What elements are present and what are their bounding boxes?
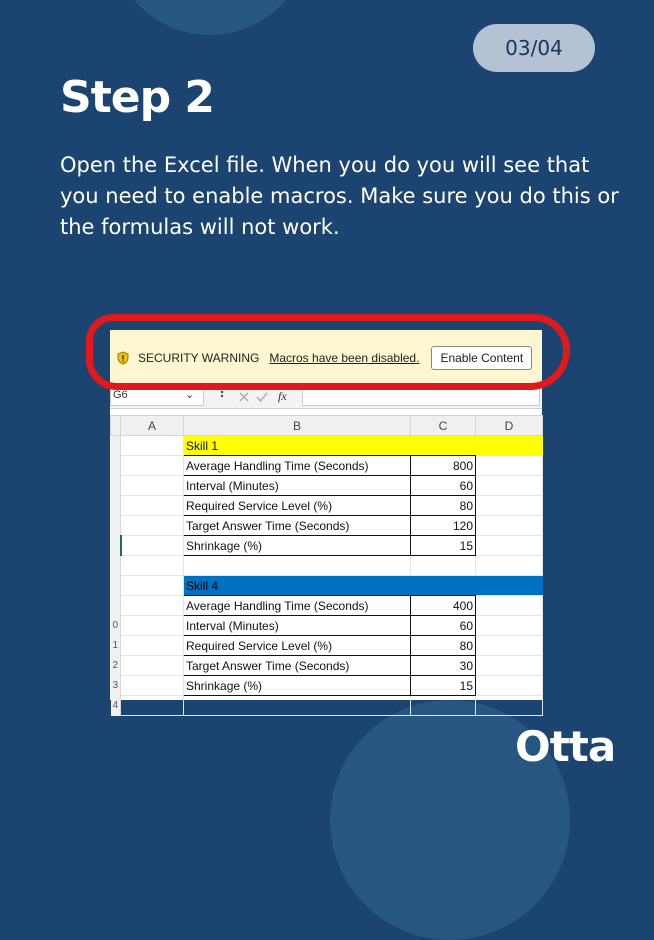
cell-value[interactable]: 400 bbox=[411, 596, 476, 616]
column-header-c[interactable]: C bbox=[411, 416, 476, 436]
cell-value[interactable]: 15 bbox=[411, 676, 476, 696]
cell-label[interactable]: Interval (Minutes) bbox=[184, 476, 411, 496]
cell-label[interactable]: Average Handling Time (Seconds) bbox=[184, 456, 411, 476]
name-box[interactable]: G6 bbox=[110, 388, 204, 406]
table-row bbox=[111, 536, 543, 556]
table-row bbox=[111, 676, 543, 696]
confirm-icon[interactable] bbox=[256, 391, 268, 403]
step-description: Open the Excel file. When you do you will see that you need to enable macros. Make sure you do this or the formulas will not work. bbox=[60, 153, 619, 239]
skill4-header[interactable]: Skill 4 bbox=[184, 576, 543, 596]
table-row bbox=[111, 556, 543, 576]
cell-label[interactable]: Shrinkage (%) bbox=[184, 676, 411, 696]
cell-value[interactable]: 30 bbox=[411, 656, 476, 676]
table-row bbox=[111, 596, 543, 616]
cell-label[interactable]: Target Answer Time (Seconds) bbox=[184, 516, 411, 536]
skill1-header[interactable]: Skill 1 bbox=[184, 436, 543, 456]
column-header-d[interactable]: D bbox=[476, 416, 543, 436]
table-row bbox=[111, 456, 543, 476]
column-header-a[interactable]: A bbox=[121, 416, 184, 436]
cell-label[interactable]: Target Answer Time (Seconds) bbox=[184, 656, 411, 676]
row-number[interactable]: 3 bbox=[111, 676, 121, 696]
step-title: Step 2 bbox=[60, 72, 214, 123]
security-warning-label: SECURITY WARNING bbox=[138, 351, 260, 365]
cell-label[interactable]: Average Handling Time (Seconds) bbox=[184, 596, 411, 616]
cancel-icon[interactable] bbox=[238, 391, 250, 403]
formula-input[interactable] bbox=[302, 388, 540, 406]
grid-corner[interactable] bbox=[111, 416, 121, 436]
table-row bbox=[111, 496, 543, 516]
table-row bbox=[111, 476, 543, 496]
macros-disabled-link[interactable]: Macros have been disabled. bbox=[269, 351, 420, 365]
page-indicator: 03/04 bbox=[473, 24, 595, 72]
insert-function-icon[interactable]: fx bbox=[278, 389, 287, 403]
cell-label[interactable]: Required Service Level (%) bbox=[184, 636, 411, 656]
row-number[interactable]: 1 bbox=[111, 636, 121, 656]
table-row bbox=[111, 516, 543, 536]
spreadsheet-grid bbox=[110, 415, 543, 716]
row-number[interactable] bbox=[111, 596, 121, 616]
table-row bbox=[111, 436, 543, 456]
row-number[interactable]: 4 bbox=[111, 696, 121, 716]
row-number[interactable]: 0 bbox=[111, 616, 121, 636]
highlight-outline bbox=[86, 314, 570, 390]
table-row bbox=[111, 616, 543, 636]
chevron-down-icon[interactable]: ⌄ bbox=[185, 389, 195, 401]
cell-value[interactable]: 800 bbox=[411, 456, 476, 476]
cell-value[interactable]: 120 bbox=[411, 516, 476, 536]
row-number[interactable]: 2 bbox=[111, 656, 121, 676]
cell-value[interactable]: 60 bbox=[411, 616, 476, 636]
table-row bbox=[111, 656, 543, 676]
table-row bbox=[111, 696, 543, 716]
table-row bbox=[111, 576, 543, 596]
cell-value[interactable]: 80 bbox=[411, 636, 476, 656]
otta-logo: Otta bbox=[515, 722, 616, 771]
more-options-icon bbox=[216, 390, 228, 402]
cell-label[interactable]: Required Service Level (%) bbox=[184, 496, 411, 516]
cell-value[interactable]: 15 bbox=[411, 536, 476, 556]
cell-value[interactable]: 60 bbox=[411, 476, 476, 496]
decorative-circle-top bbox=[110, 0, 310, 35]
cell-value[interactable]: 80 bbox=[411, 496, 476, 516]
enable-content-button[interactable]: Enable Content bbox=[431, 346, 532, 370]
cell-label[interactable]: Interval (Minutes) bbox=[184, 616, 411, 636]
table-row bbox=[111, 636, 543, 656]
column-header-b[interactable]: B bbox=[184, 416, 411, 436]
cell-label[interactable]: Shrinkage (%) bbox=[184, 536, 411, 556]
